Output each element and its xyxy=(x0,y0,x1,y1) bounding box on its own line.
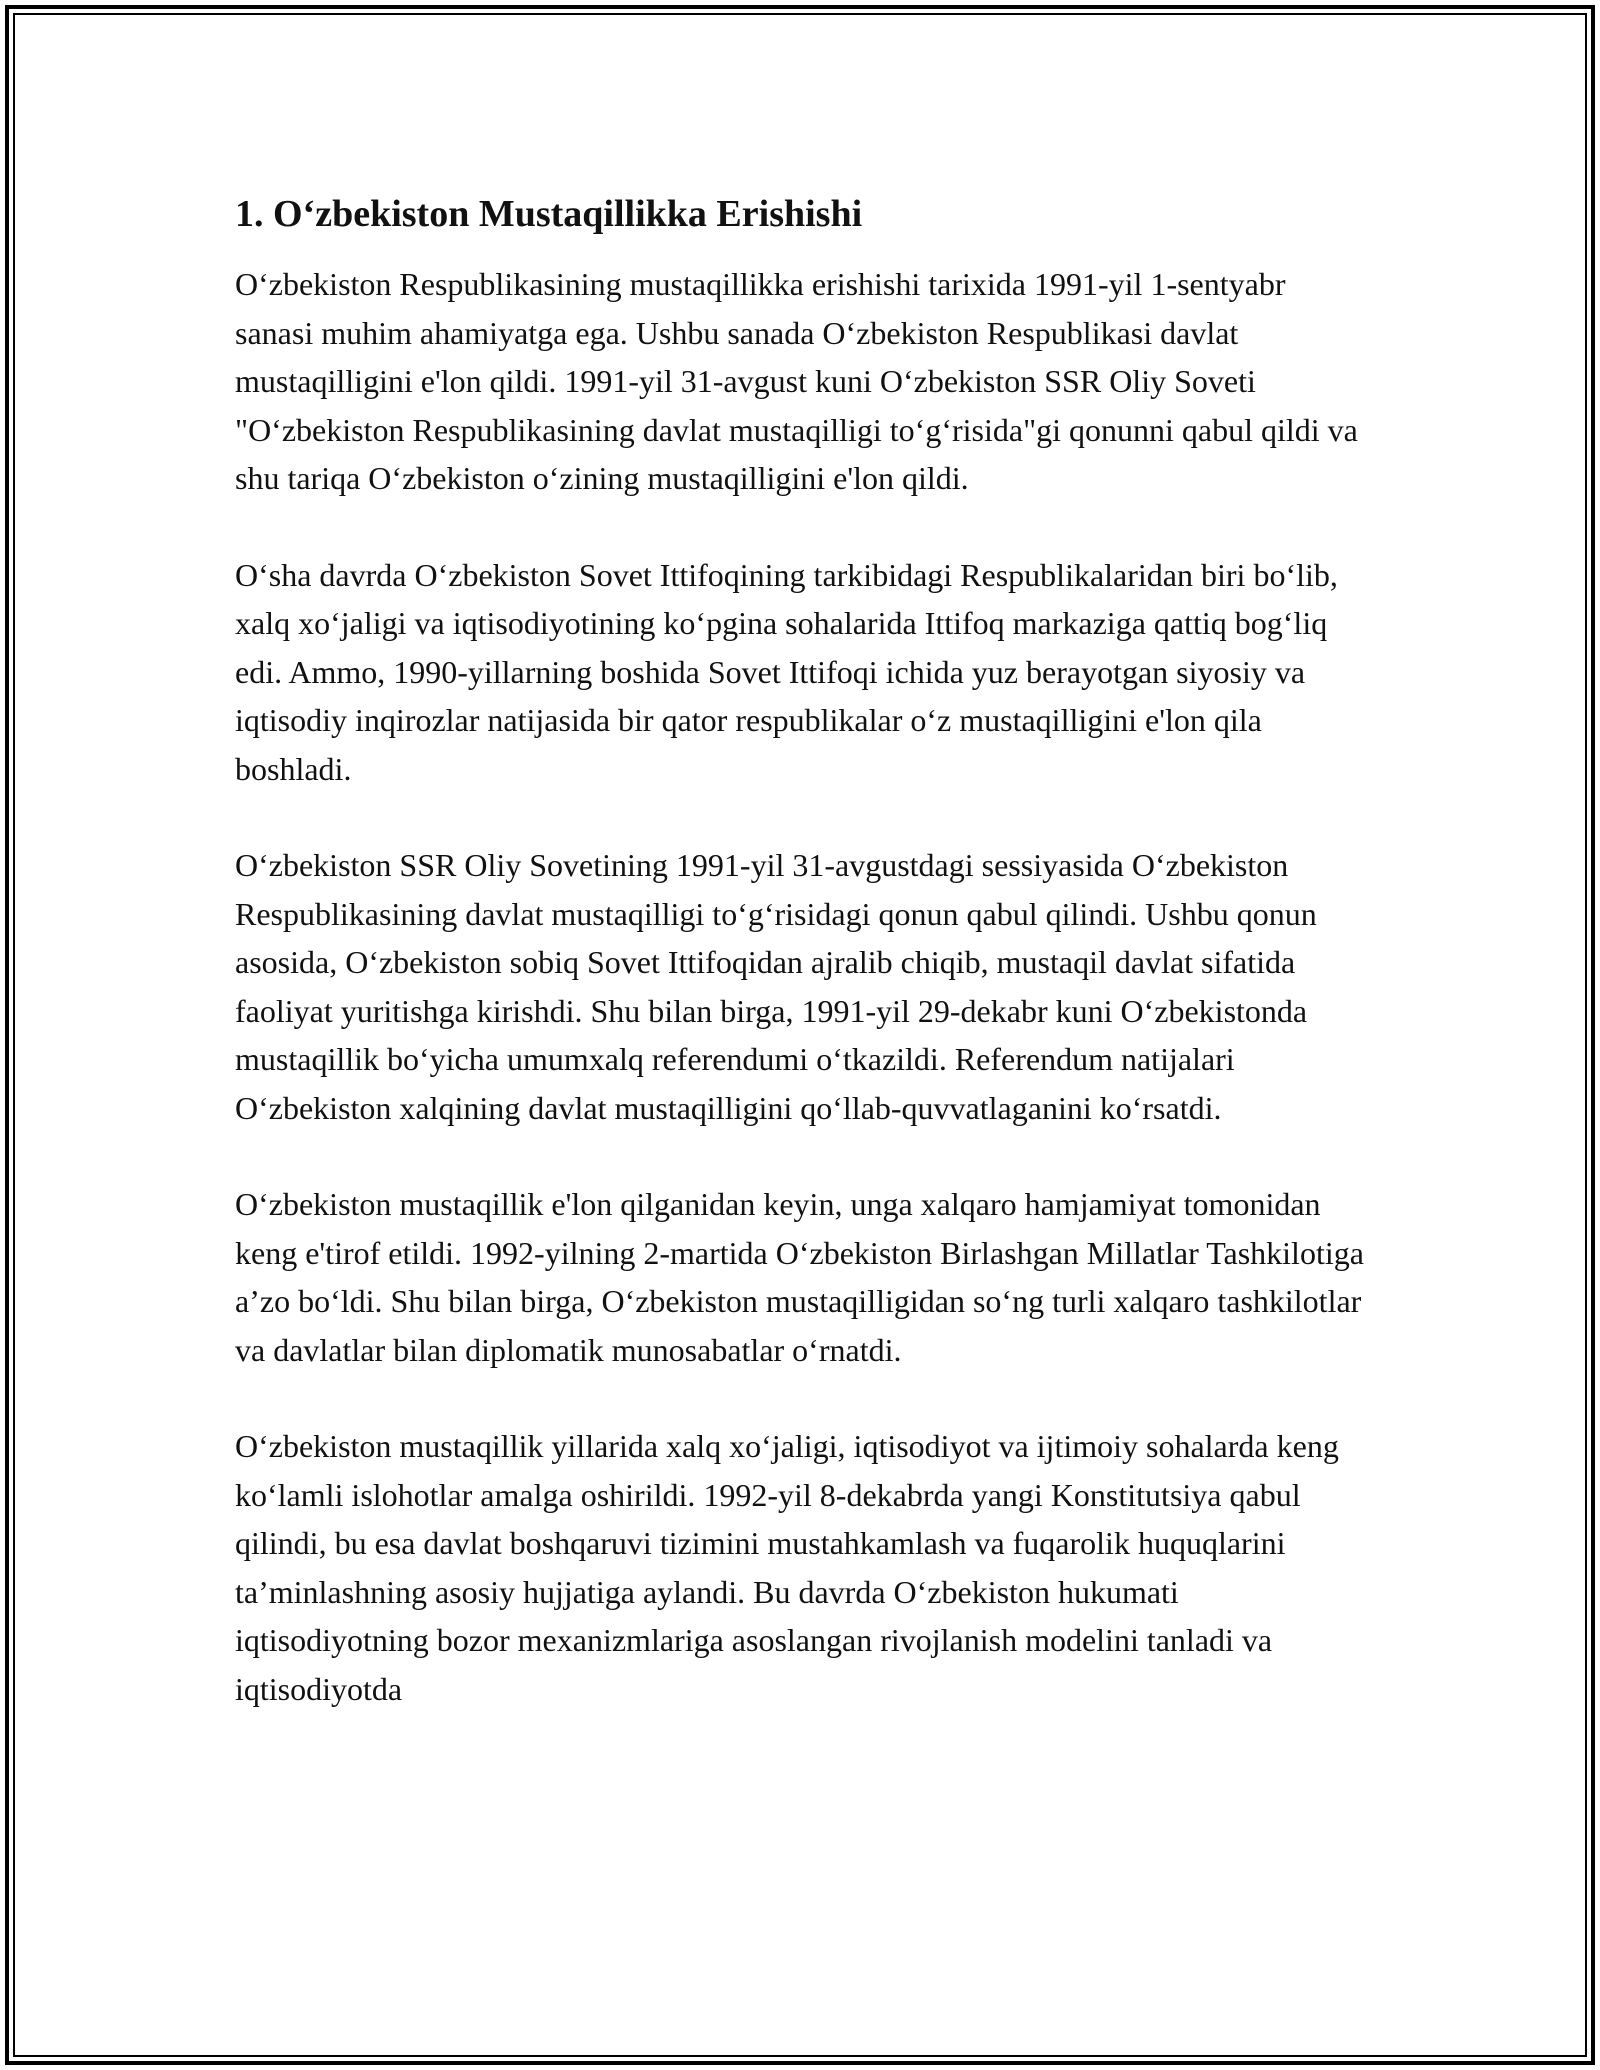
paragraph-1: O‘zbekiston Respublikasining mustaqillikka erishishi tarixida 1991-yil 1-sentyabr sanasi muhim ahamiyatga ega. Ushbu sanada O‘zbekiston Respublikasi davlat mustaqilligini e'lon qildi. 1991-yil 31-avgust kuni O‘zbekiston SSR Oliy Soveti "O‘zbekiston Respublikasining davlat mustaqilligi to‘g‘risida"gi qonunni qabul qildi va shu tariqa O‘zbekiston o‘zining mustaqilligini e'lon qildi. xyxy=(235,266,1358,496)
paragraph-4: O‘zbekiston mustaqillik e'lon qilganidan keyin, unga xalqaro hamjamiyat tomonidan keng e'tirof etildi. 1992-yilning 2-martida O‘zbekiston Birlashgan Millatlar Tashkilotiga a’zo bo‘ldi. Shu bilan birga, O‘zbekiston mustaqilligidan so‘ng turli xalqaro tashkilotlar va davlatlar bilan diplomatik munosabatlar o‘rnatdi. xyxy=(235,1186,1364,1368)
paragraph-5: O‘zbekiston mustaqillik yillarida xalq xo‘jaligi, iqtisodiyot va ijtimoiy sohalarda keng ko‘lamli islohotlar amalga oshirildi. 1992-yil 8-dekabrda yangi Konstitutsiya qabul qilindi, bu esa davlat boshqaruvi tizimini mustahkamlash va fuqarolik huquqlarini ta’minlashning asosiy hujjatiga aylandi. Bu davrda O‘zbekiston hukumati iqtisodiyotning bozor mexanizmlariga asoslangan rivojlanish modelini tanladi va iqtisodiyotda xyxy=(235,1428,1339,1707)
paragraph-3: O‘zbekiston SSR Oliy Sovetining 1991-yil 31-avgustdagi sessiyasida O‘zbekiston Respublikasining davlat mustaqilligi to‘g‘risidagi qonun qabul qilindi. Ushbu qonun asosida, O‘zbekiston sobiq Sovet Ittifoqidan ajralib chiqib, mustaqil davlat sifatida faoliyat yuritishga kirishdi. Shu bilan birga, 1991-yil 29-dekabr kuni O‘zbekistonda mustaqillik bo‘yicha umumxalq referendumi o‘tkazildi. Referendum natijalari O‘zbekiston xalqining davlat mustaqilligini qo‘llab-quvvatlaganini ko‘rsatdi. xyxy=(235,847,1317,1126)
document-page xyxy=(235,190,1365,1761)
paragraph-2: O‘sha davrda O‘zbekiston Sovet Ittifoqining tarkibidagi Respublikalaridan biri bo‘lib, xalq xo‘jaligi va iqtisodiyotining ko‘pgina sohalarida Ittifoq markaziga qattiq bog‘liq edi. Ammo, 1990-yillarning boshida Sovet Ittifoqi ichida yuz berayotgan siyosiy va iqtisodiy inqirozlar natijasida bir qator respublikalar o‘z mustaqilligini e'lon qila boshladi. xyxy=(235,556,1338,787)
section-heading: 1. O‘zbekiston Mustaqillikka Erishishi xyxy=(235,193,863,235)
